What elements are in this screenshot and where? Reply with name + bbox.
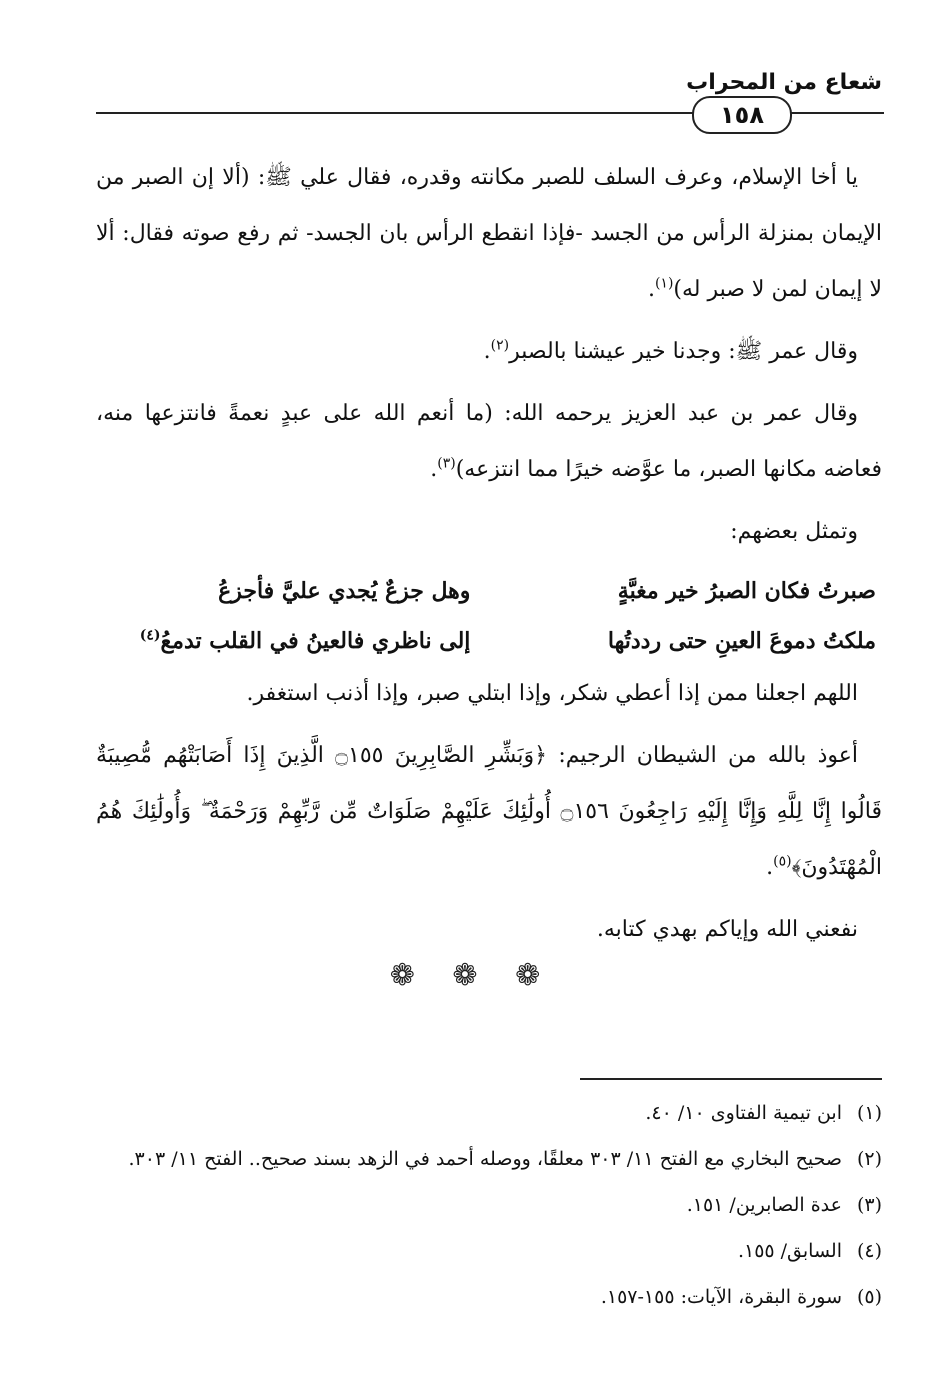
paragraph-2: وقال عمر ﷺ: وجدنا خير عيشنا بالصبر$^{(٢)}$. <box>483 337 858 364</box>
verse-2-first-hemistich: ملكتُ دموعَ العينِ حتى رددتُها <box>607 628 876 654</box>
verse-1-first-hemistich: صبرتُ فكان الصبرُ خير مغبَّةٍ <box>617 578 876 604</box>
footnote-number: (٣) <box>856 1194 882 1216</box>
footnote-1 <box>96 1094 882 1132</box>
paragraph-1-text: يا أخا الإسلام، وعرف السلف للصبر مكانته وقدره، فقال علي ﷺ: (ألا إن الصبر من الإيمان بمنزلة الرأس من الجسد -فإذا انقطع الرأس بان الجسد- ثم رفع صوته فقال: ألا لا إيمان لمن لا صبر له) <box>96 165 882 302</box>
footnote-number: (٢) <box>856 1148 882 1170</box>
verse-2-second-hemistich-wrap <box>96 616 470 666</box>
footnote-text: ابن تيمية الفتاوى ١٠/ ٤٠. <box>645 1102 842 1124</box>
footnote-text: سورة البقرة، الآيات: ١٥٥-١٥٧. <box>600 1286 842 1308</box>
footnote-ref-3: (٣) <box>437 455 456 472</box>
paragraph-6: أعوذ بالله من الشيطان الرجيم: ﴿وَبَشِّرِ الصَّابِرِينَ ۝١٥٥ الَّذِينَ إِذَا أَصَابَتْهُم مُّصِيبَةٌ قَالُوا إِنَّا لِلَّهِ وَإِنَّا إِلَيْهِ رَاجِعُونَ ۝١٥٦ أُولَٰئِكَ عَلَيْهِمْ صَلَوَاتٌ مِّن رَّبِّهِمْ وَرَحْمَةٌ ۖ وَأُولَٰئِكَ هُمُ الْمُهْتَدُونَ﴾$^{(٥)}$. <box>96 743 882 880</box>
footnote-rule <box>580 1078 882 1080</box>
paragraph-3: وقال عمر بن عبد العزيز يرحمه الله: (ما أنعم الله على عبدٍ نعمةً فانتزعها منه، فعاضه مكانها الصبر، ما عوَّضه خيرًا مما انتزعه)$^{(٣)}$. <box>96 401 882 482</box>
paragraph-5: اللهم اجعلنا ممن إذا أعطي شكر، وإذا ابتلي صبر، وإذا أذنب استغفر. <box>246 681 858 706</box>
verse-1-second-hemistich: وهل جزعٌ يُجدي عليَّ فأجزعُ <box>218 578 471 604</box>
quran-verse: ﴿وَبَشِّرِ الصَّابِرِينَ ۝١٥٥ الَّذِينَ إِذَا أَصَابَتْهُم مُّصِيبَةٌ قَالُوا إِنَّا لِلَّهِ وَإِنَّا إِلَيْهِ رَاجِعُونَ ۝١٥٦ أُولَٰئِكَ عَلَيْهِمْ صَلَوَاتٌ مِّن رَّبِّهِمْ وَرَحْمَةٌ ۖ وَأُولَٰئِكَ هُمُ الْمُهْتَدُونَ﴾ <box>96 743 882 880</box>
verse-line-2 <box>96 616 882 666</box>
paragraph-7: نفعني الله وإياكم بهدي كتابه. <box>596 917 858 942</box>
footnote-text: عدة الصابرين/ ١٥١. <box>686 1194 842 1216</box>
footnote-4 <box>96 1232 882 1270</box>
paragraph-2-text: وقال عمر ﷺ: وجدنا خير عيشنا بالصبر <box>509 339 858 364</box>
paragraph-1: يا أخا الإسلام، وعرف السلف للصبر مكانته وقدره، فقال علي ﷺ: (ألا إن الصبر من الإيمان بمنزلة الرأس من الجسد -فإذا انقطع الرأس بان الجسد- ثم رفع صوته فقال: ألا لا إيمان لمن لا صبر له)$^{(١)}$. <box>96 165 882 302</box>
footnote-5 <box>96 1278 882 1316</box>
footnotes <box>96 1094 882 1324</box>
ornament-divider: ❁ ❁ ❁ <box>389 958 555 993</box>
footnote-3 <box>96 1186 882 1224</box>
body-text <box>96 150 882 964</box>
footnote-ref-5: (٥) <box>773 853 792 870</box>
paragraph-3-text: وقال عمر بن عبد العزيز يرحمه الله: (ما أنعم الله على عبدٍ نعمةً فانتزعها منه، فعاضه مكانها الصبر، ما عوَّضه خيرًا مما انتزعه) <box>96 401 882 482</box>
footnote-text: السابق/ ١٥٥. <box>737 1240 842 1262</box>
verse-2-second-hemistich: إلى ناظري فالعينُ في القلب تدمعُ <box>160 628 471 654</box>
running-title: شعاع من المحراب <box>686 70 882 95</box>
footnote-ref-2: (٢) <box>490 337 510 354</box>
footnote-text: صحيح البخاري مع الفتح ١١/ ٣٠٣ معلقًا، ووصله أحمد في الزهد بسند صحيح.. الفتح ١١/ ٣٠٣. <box>128 1148 842 1170</box>
footnote-ref-1: (١) <box>654 275 674 292</box>
paragraph-6-intro: أعوذ بالله من الشيطان الرجيم: <box>558 743 858 768</box>
footnote-number: (٥) <box>856 1286 882 1308</box>
footnote-2 <box>96 1140 882 1178</box>
footnote-number: (١) <box>856 1102 882 1124</box>
paragraph-4: وتمثل بعضهم: <box>730 519 858 544</box>
verse-line-1 <box>96 566 882 616</box>
page-number: ١٥٨ <box>692 96 792 134</box>
footnote-ref-4: (٤) <box>139 627 161 644</box>
footnote-number: (٤) <box>856 1240 882 1262</box>
